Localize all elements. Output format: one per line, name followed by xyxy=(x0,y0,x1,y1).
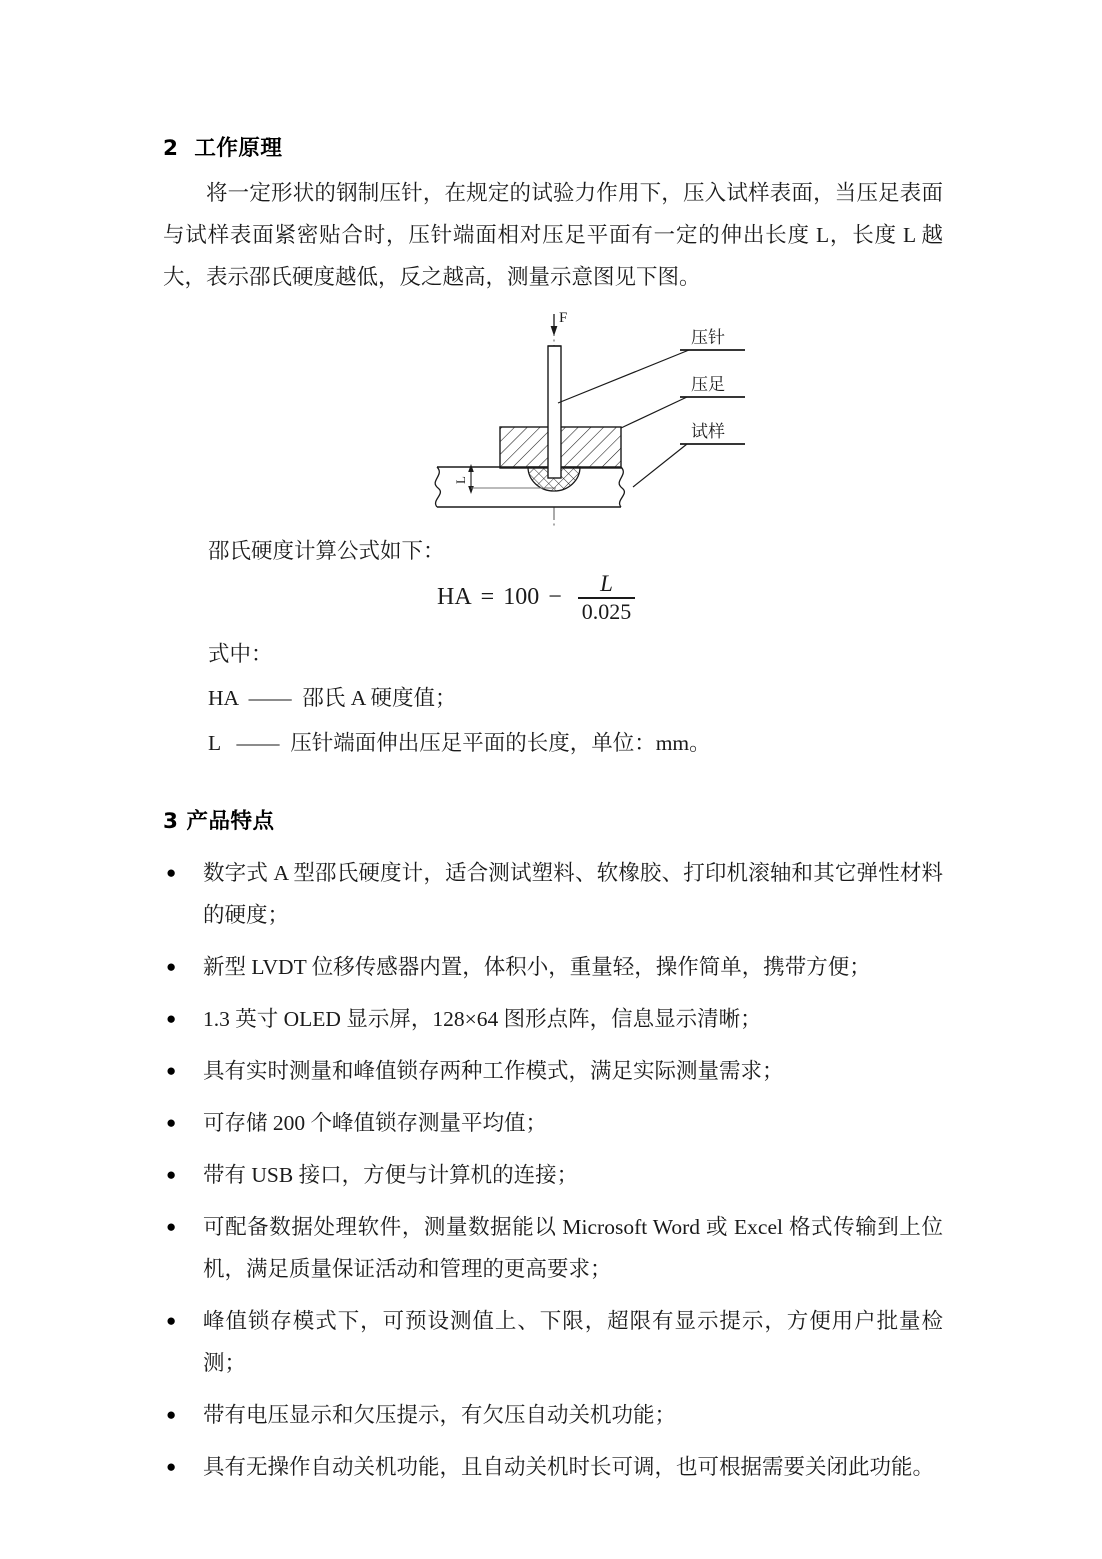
product-features-list xyxy=(163,852,943,1498)
list-item xyxy=(163,1446,943,1488)
hardness-formula xyxy=(437,572,635,623)
dimension-label-L: L xyxy=(453,476,468,484)
list-item-label: 1.3 英寸 OLED 显示屏，128×64 图形点阵，信息显示清晰； xyxy=(203,1007,762,1031)
press-foot-left-block xyxy=(500,427,550,468)
formula-denominator: 0.025 xyxy=(581,598,632,624)
list-item xyxy=(163,998,943,1040)
bullet-marker: ● xyxy=(166,863,177,882)
list-item-label: 具有无操作自动关机功能，且自动关机时长可调，也可根据需要关闭此功能。 xyxy=(203,1455,935,1479)
list-item xyxy=(163,946,943,988)
formula-minus-sign: − xyxy=(548,584,562,611)
definition-HA: HA —— 邵氏 A 硬度值； xyxy=(208,686,457,710)
list-item-label: 新型 LVDT 位移传感器内置，体积小，重量轻，操作简单，携带方便； xyxy=(203,955,871,979)
callout-label-press-foot: 压足 xyxy=(691,375,725,394)
formula-lhs: HA xyxy=(437,584,472,611)
callout-specimen xyxy=(633,444,745,487)
formula-numerator: L xyxy=(600,571,613,596)
bullet-marker: ● xyxy=(166,957,177,976)
list-item xyxy=(163,852,943,936)
list-item xyxy=(163,1300,943,1384)
measurement-schematic-diagram xyxy=(425,300,785,545)
bullet-marker: ● xyxy=(166,1061,177,1080)
list-item-label: 数字式 A 型邵氏硬度计，适合测试塑料、软橡胶、打印机滚轴和其它弹性材料的硬度； xyxy=(203,861,943,927)
list-item-label: 可存储 200 个峰值锁存测量平均值； xyxy=(203,1111,548,1135)
bullet-marker: ● xyxy=(166,1217,177,1236)
list-item-label: 带有电压显示和欠压提示，有欠压自动关机功能； xyxy=(203,1403,677,1427)
force-arrow xyxy=(551,314,558,336)
formula-equals-sign: = xyxy=(480,584,495,611)
callout-label-specimen: 试样 xyxy=(691,422,725,441)
where-label: 式中： xyxy=(208,642,273,666)
callout-press-foot xyxy=(621,397,745,428)
callout-label-indenter: 压针 xyxy=(691,328,725,347)
indenter-pin xyxy=(548,346,561,478)
list-item xyxy=(163,1394,943,1436)
list-item-label: 具有实时测量和峰值锁存两种工作模式，满足实际测量需求； xyxy=(203,1059,784,1083)
bullet-marker: ● xyxy=(166,1113,177,1132)
section-heading-2: 2 工作原理 xyxy=(163,136,283,161)
force-label-F: F xyxy=(559,310,568,326)
list-item xyxy=(163,1206,943,1290)
definition-L: L —— 压针端面伸出压足平面的长度，单位：mm。 xyxy=(208,731,711,755)
list-item xyxy=(163,1050,943,1092)
list-item-label: 带有 USB 接口，方便与计算机的连接； xyxy=(203,1163,579,1187)
bullet-marker: ● xyxy=(166,1457,177,1476)
bullet-marker: ● xyxy=(166,1405,177,1424)
list-item-label: 峰值锁存模式下，可预设测值上、下限，超限有显示提示，方便用户批量检测； xyxy=(203,1309,943,1375)
formula-lead-in-text: 邵氏硬度计算公式如下： xyxy=(208,539,445,563)
list-item xyxy=(163,1102,943,1144)
list-item xyxy=(163,1154,943,1196)
working-principle-paragraph: 将一定形状的钢制压针，在规定的试验力作用下，压入试样表面，当压足表面与试样表面紧密贴合时，压针端面相对压足平面有一定的伸出长度 L，长度 L 越大，表示邵氏硬度越低，反之越高，测量示意图见下图。 xyxy=(163,181,943,289)
bullet-marker: ● xyxy=(166,1165,177,1184)
press-foot-right-block xyxy=(559,427,621,468)
section-heading-3: 3 产品特点 xyxy=(163,809,275,834)
list-item-label: 可配备数据处理软件，测量数据能以 Microsoft Word 或 Excel 格式传输到上位机，满足质量保证活动和管理的更高要求； xyxy=(203,1215,943,1281)
bullet-marker: ● xyxy=(166,1311,177,1330)
formula-fraction xyxy=(578,572,636,623)
bullet-marker: ● xyxy=(166,1009,177,1028)
formula-constant: 100 xyxy=(503,584,540,611)
